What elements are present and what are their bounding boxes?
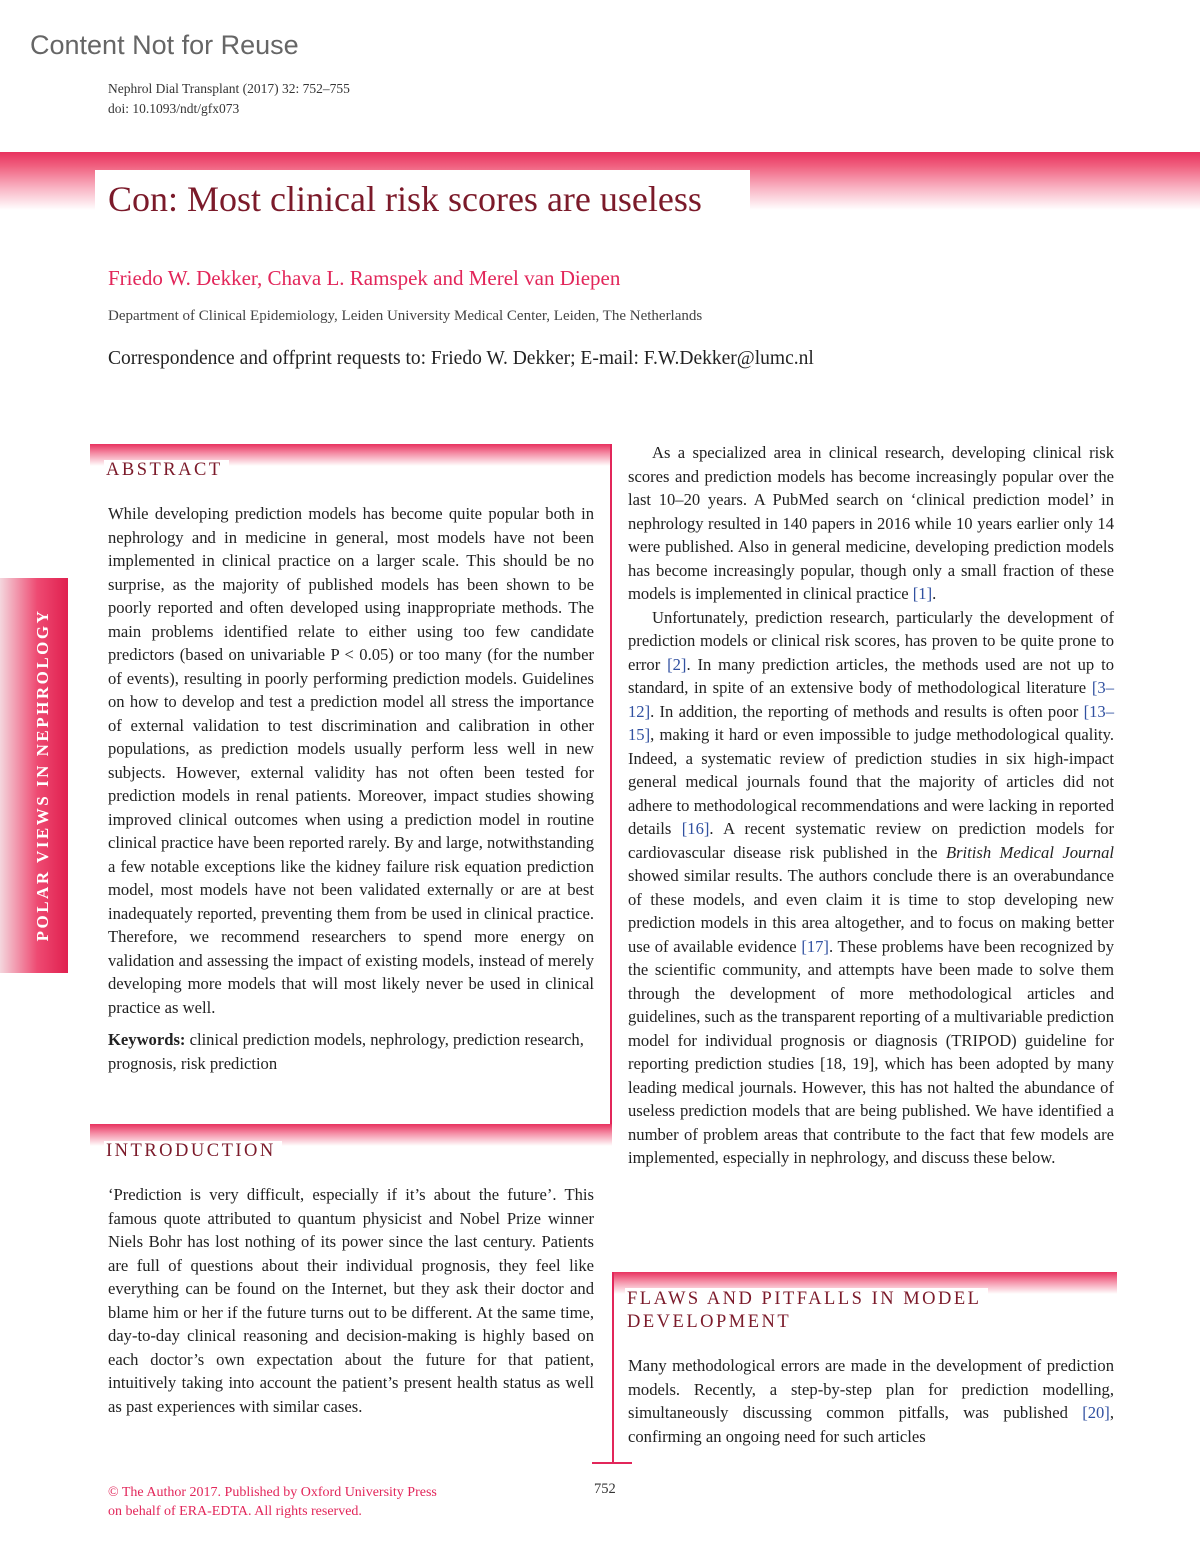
ref-3-12[interactable]: [3–12] bbox=[628, 678, 1114, 721]
p2-text-c: . In addition, the reporting of methods and results is often poor bbox=[650, 701, 1084, 721]
authors: Friedo W. Dekker, Chava L. Ramspek and Merel van Diepen bbox=[108, 266, 621, 290]
flaws-text bbox=[628, 1354, 1114, 1448]
page-number: 752 bbox=[594, 1481, 616, 1497]
watermark: Content Not for Reuse bbox=[30, 30, 299, 60]
introduction-heading: INTRODUCTION bbox=[104, 1141, 282, 1162]
p2-text-b: . In many prediction articles, the methods used are not up to standard, in spite of an extensive body of methodological literature bbox=[628, 654, 1115, 697]
flaws-heading-line1: FLAWS AND PITFALLS IN MODEL bbox=[627, 1289, 982, 1309]
paragraph-1 bbox=[628, 441, 1114, 606]
flaws-text-a: Many methodological errors are made in the development of prediction models. Recently, a step-by-step plan for prediction modelling, simultaneously discussing common pitfalls, was published bbox=[628, 1356, 1114, 1422]
p1-end: . bbox=[932, 584, 937, 603]
flaws-heading bbox=[625, 1288, 988, 1334]
flaws-text-b: , confirming an ongoing need for such articles bbox=[628, 1403, 1114, 1446]
abstract-heading: ABSTRACT bbox=[104, 460, 229, 481]
doi: doi: 10.1093/ndt/gfx073 bbox=[108, 101, 240, 116]
copyright bbox=[108, 1483, 437, 1521]
introduction-body bbox=[108, 1183, 594, 1418]
sidebar-label: POLAR VIEWS IN NEPHROLOGY bbox=[33, 608, 52, 942]
introduction-text: ‘Prediction is very difficult, especially if it’s about the future’. This famous quote attributed to quantum physicist and Nobel Prize winner Niels Bohr has lost nothing of its power since the last century. Patients are full of questions about their individual prognosis, they feel like everything can be found on the Internet, but they ask their doctor and blame him or her if the future turns out to be different. At the same time, day-to-day clinical reasoning and decision-making is highly based on each doctor’s own expectation about the future for that patient, intuitively taking into account the patient’s present health status as well as past experiences with similar cases. bbox=[108, 1185, 594, 1416]
p2-text-g: . These problems have been recognized by the scientific community, and attempts have been made to solve them through the development of more methodological articles and guidelines, such as the transparent reporting of a multivariable prediction model for individual prognosis or diagnosis (TRIPOD) guideline for reporting prediction studies [18, 19], which has been adopted by many leading medical journals. However, this has not halted the abundance of useless prediction models that are being published. We have identified a number of problem areas that contribute to the fact that few models are implemented, especially in nephrology, and discuss these below. bbox=[628, 936, 1114, 1167]
citation: Nephrol Dial Transplant (2017) 32: 752–755 bbox=[108, 81, 350, 96]
correspondence: Correspondence and offprint requests to: Friedo W. Dekker; E-mail: F.W.Dekker@lumc.nl bbox=[108, 348, 814, 369]
right-column-body bbox=[628, 441, 1114, 1170]
ref-2[interactable]: [2] bbox=[667, 654, 687, 674]
ref-13-15[interactable]: [13–15] bbox=[628, 701, 1114, 744]
paragraph-2 bbox=[628, 606, 1114, 1170]
flaws-frame-line bbox=[612, 1272, 614, 1464]
journal-citation bbox=[108, 79, 350, 119]
journal-name: British Medical Journal bbox=[945, 842, 1114, 862]
abstract-frame-line bbox=[610, 444, 612, 1124]
column-end-tick bbox=[592, 1462, 632, 1464]
ref-20[interactable]: [20] bbox=[1082, 1403, 1110, 1422]
p2-text-f: showed similar results. The authors conclude there is an overabundance of these models, and even claim it is time to stop developing new prediction models in this area altogether, and to focus on making better use of available evidence bbox=[628, 866, 1114, 956]
p2-text-a: Unfortunately, prediction research, particularly the development of prediction models or clinical risk scores, has proven to be quite prone to error bbox=[628, 607, 1114, 674]
flaws-heading-line2: DEVELOPMENT bbox=[627, 1312, 792, 1332]
ref-17[interactable]: [17] bbox=[801, 936, 829, 956]
ref-1[interactable]: [1] bbox=[912, 584, 933, 603]
ref-16[interactable]: [16] bbox=[681, 819, 710, 838]
p2-text-e: . A recent systematic review on prediction models for cardiovascular disease risk published in the bbox=[628, 819, 1115, 862]
p2-text-d: , making it hard or even impossible to judge methodological quality. Indeed, a systematic review of prediction studies in six high-impact general medical journals found that the majority of articles did not adhere to methodological recommendations and were lacking in reported details bbox=[628, 725, 1114, 838]
affiliation: Department of Clinical Epidemiology, Leiden University Medical Center, Leiden, The Netherlands bbox=[108, 308, 703, 324]
p1-text: As a specialized area in clinical research, developing clinical risk scores and prediction models has become increasingly popular over the last 10–20 years. A PubMed search on ‘clinical prediction model’ in nephrology resulted in 140 papers in 2016 while 10 years earlier only 14 were published. Also in general medicine, developing prediction models has become increasingly popular, though only a small fraction of these models is implemented in clinical practice bbox=[628, 443, 1114, 603]
copyright-line-1: © The Author 2017. Published by Oxford University Press bbox=[108, 1485, 437, 1500]
flaws-body bbox=[628, 1354, 1114, 1448]
article-title: Con: Most clinical risk scores are useless bbox=[108, 179, 702, 219]
abstract-text: While developing prediction models has become quite popular both in nephrology and in medicine in general, most models have not been implemented in clinical practice on a larger scale. This should be no surprise, as the majority of published models has been shown to be poorly reported and often developed using inappropriate methods. The main problems identified relate to either using too few candidate predictors (based on univariable P < 0.05) or too many (for the number of events), resulting in poorly performing prediction models. Guidelines on how to develop and test a prediction model all stress the importance of external validation to test discrimination and calibration in other populations, as prediction models usually perform less well in new subjects. However, external validity has not often been tested for prediction models in renal patients. Moreover, impact studies showing improved clinical outcomes when using a prediction model in routine clinical practice have been reported rarely. By and large, notwithstanding a few notable exceptions like the kidney failure risk equation prediction model, most models have not been validated externally or are at best inadequately reported, preventing them from be used in clinical practice. Therefore, we recommend researchers to spend more energy on validation and assessing the impact of existing models, instead of merely developing more models that will most likely never be used in clinical practice as well. bbox=[108, 504, 594, 1017]
keywords-text: clinical prediction models, nephrology, prediction research, prognosis, risk prediction bbox=[108, 1030, 584, 1073]
keywords bbox=[108, 1028, 594, 1075]
copyright-line-2: on behalf of ERA-EDTA. All rights reserved. bbox=[108, 1504, 362, 1519]
keywords-label: Keywords: bbox=[108, 1030, 186, 1049]
abstract-body bbox=[108, 502, 594, 1075]
